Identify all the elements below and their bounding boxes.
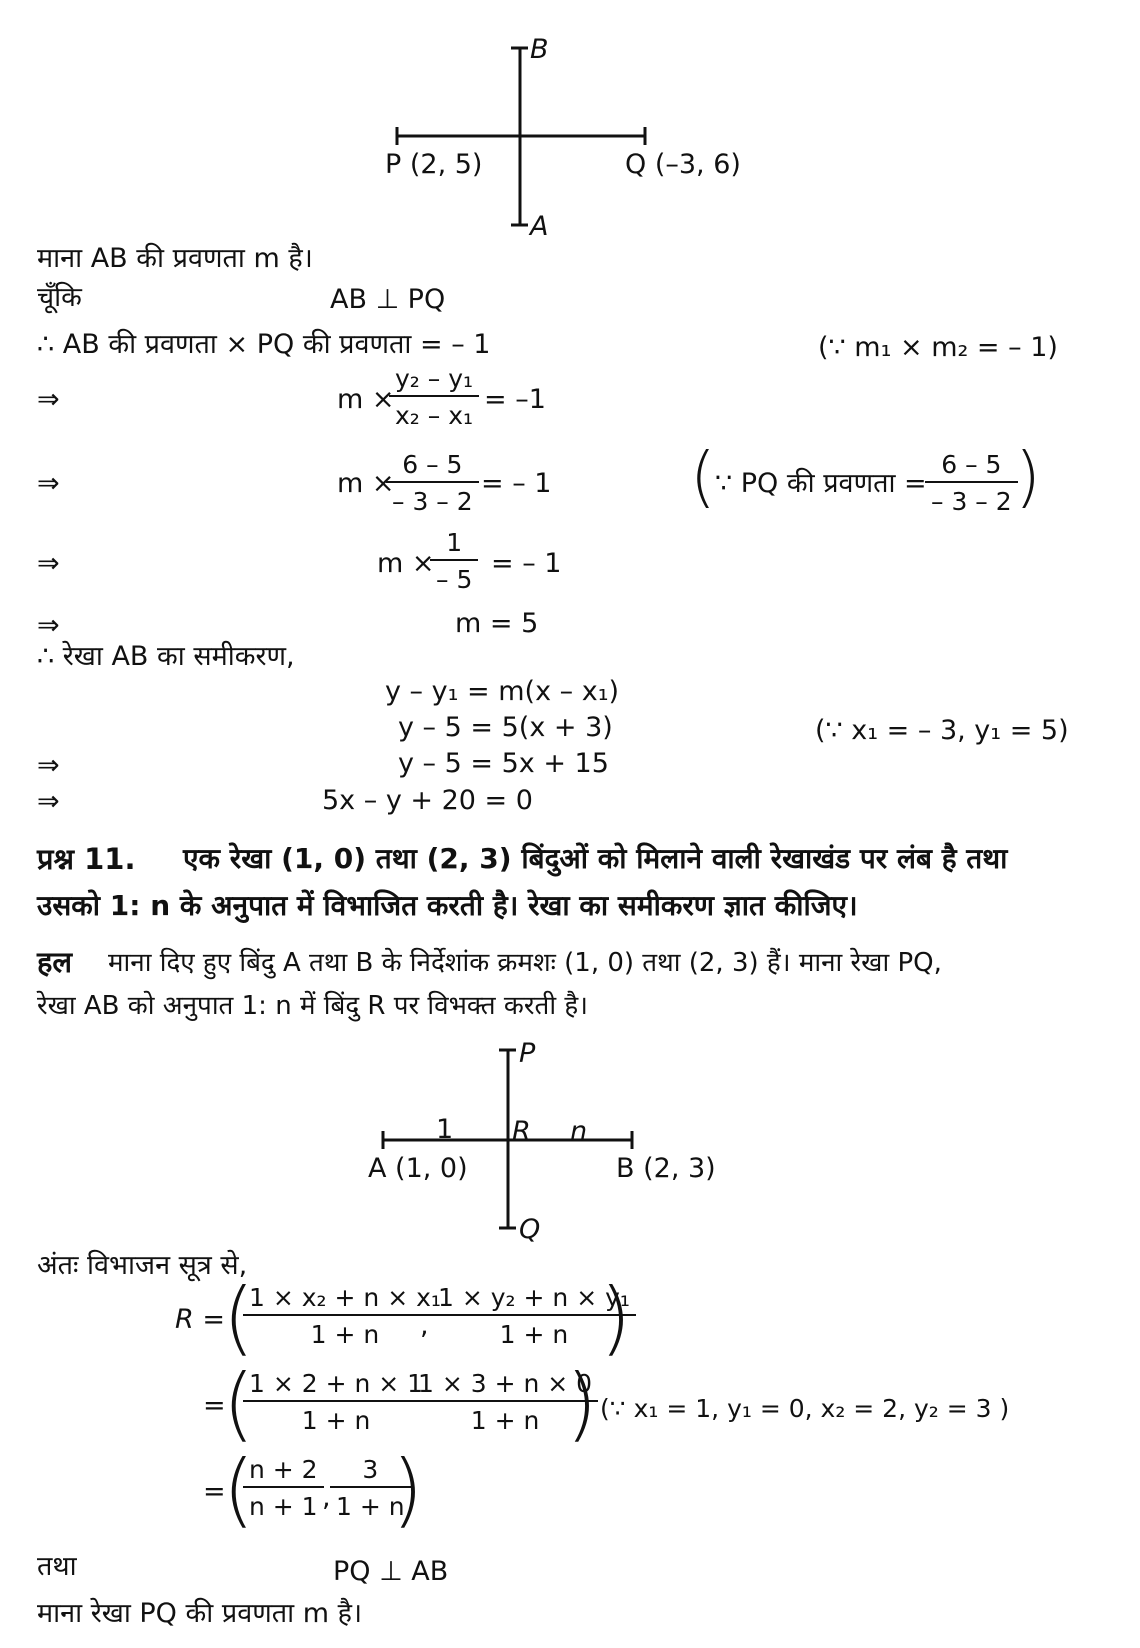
sol1-note2-left: ∵ PQ की प्रवणता = — [715, 468, 927, 499]
fraction-numerator: 1 — [430, 530, 478, 561]
fraction-numerator: 6 – 5 — [925, 452, 1018, 483]
sol1-since-expr: AB ⊥ PQ — [330, 284, 446, 315]
sol1-step1-right: = –1 — [484, 384, 546, 415]
fraction-denominator: 1 + n — [301, 1406, 371, 1435]
fraction-numerator: n + 2 — [243, 1457, 324, 1488]
sol2-r-left: R = — [175, 1304, 225, 1335]
figure2-label-p: P — [519, 1038, 536, 1069]
fraction-numerator: 1 × y₂ + n × y₁ — [432, 1285, 636, 1316]
figure2-label-b: B (2, 3) — [616, 1153, 716, 1184]
fraction-numerator: 3 — [330, 1457, 411, 1488]
question11-label: प्रश्न 11. — [37, 842, 136, 876]
question11-text-line1: एक रेखा (1, 0) तथा (2, 3) बिंदुओं को मिलाने वाली रेखाखंड पर लंब है तथा — [183, 842, 1008, 875]
arrow-2: ⇒ — [37, 468, 60, 499]
fraction-denominator: x₂ – x₁ — [395, 401, 474, 430]
s2-close-paren: ) — [566, 1357, 598, 1450]
sol2-also-label: तथा — [37, 1551, 77, 1582]
arrow-4: ⇒ — [37, 610, 60, 641]
sol2-s3-fraction-1 — [243, 1457, 324, 1519]
fraction-numerator: 1 × 3 + n × 0 — [412, 1371, 598, 1402]
fraction-denominator: 1 + n — [336, 1492, 405, 1521]
figure1-label-p: P (2, 5) — [385, 149, 483, 180]
sol2-line1: माना दिए हुए बिंदु A तथा B के निर्देशांक क्रमशः (1, 0) तथा (2, 3) हैं। माना रेखा PQ, — [108, 948, 942, 978]
s2-open-paren: ( — [223, 1357, 255, 1450]
sol1-step2-right: = – 1 — [481, 468, 552, 499]
sol2-also-expr: PQ ⊥ AB — [333, 1556, 449, 1587]
figure1-label-q: Q (–3, 6) — [625, 149, 741, 180]
fraction-denominator: 1 + n — [499, 1320, 569, 1349]
sol1-therefore-line: ∴ AB की प्रवणता × PQ की प्रवणता = – 1 — [37, 329, 491, 360]
fraction-denominator: n + 1 — [249, 1492, 318, 1521]
question11-text-line2: उसको 1: n के अनुपात में विभाजित करती है। रेखा का समीकरण ज्ञात कीजिए। — [37, 889, 858, 922]
comma: , — [322, 1482, 331, 1513]
figure2-label-n: n — [570, 1116, 588, 1147]
sol2-s2-fraction-1 — [243, 1371, 429, 1433]
figure2-label-r: R — [512, 1116, 531, 1147]
fraction-denominator: – 3 – 2 — [931, 487, 1012, 516]
sol2-last-line: माना रेखा PQ की प्रवणता m है। — [37, 1598, 363, 1629]
fraction-numerator: 6 – 5 — [386, 452, 479, 483]
sol2-eq-sign-1: = — [203, 1390, 226, 1421]
arrow-5: ⇒ — [37, 750, 60, 781]
sol1-note3: (∵ x₁ = – 3, y₁ = 5) — [815, 715, 1069, 746]
sol2-eq-sign-2: = — [203, 1476, 226, 1507]
fraction-numerator: y₂ – y₁ — [389, 366, 479, 397]
figure2-label-a: A (1, 0) — [368, 1153, 468, 1184]
sol2-r-fraction-1 — [243, 1285, 447, 1347]
sol1-note1: (∵ m₁ × m₂ = – 1) — [818, 332, 1058, 363]
sol1-eq-label: ∴ रेखा AB का समीकरण, — [37, 641, 295, 672]
sol1-since-label: चूँकि — [37, 282, 82, 313]
sol1-eq2: y – 5 = 5(x + 3) — [398, 712, 613, 743]
figure1-label-b: B — [530, 34, 549, 65]
r-close-paren: ) — [600, 1271, 632, 1364]
fraction-denominator: – 5 — [436, 565, 473, 594]
fraction-denominator: 1 + n — [470, 1406, 540, 1435]
sol1-step4: m = 5 — [455, 608, 539, 639]
r-open-paren: ( — [223, 1271, 255, 1364]
sol2-label: हल — [37, 945, 73, 979]
sol1-line1: माना AB की प्रवणता m है। — [37, 243, 313, 274]
s3-close-paren: ) — [392, 1443, 424, 1536]
sol1-step3-right: = – 1 — [491, 548, 562, 579]
sol2-note: (∵ x₁ = 1, y₁ = 0, x₂ = 2, y₂ = 3 ) — [600, 1394, 1010, 1423]
sol1-eq4: 5x – y + 20 = 0 — [322, 785, 533, 816]
figure2-label-1: 1 — [436, 1114, 454, 1145]
sol1-step1-left: m × — [337, 384, 395, 415]
note2-close-paren: ) — [1015, 438, 1041, 515]
arrow-3: ⇒ — [37, 548, 60, 579]
fraction-numerator: 1 × x₂ + n × x₁ — [243, 1285, 447, 1316]
sol1-eq3: y – 5 = 5x + 15 — [398, 748, 609, 779]
note2-open-paren: ( — [690, 438, 716, 515]
fraction-denominator: 1 + n — [310, 1320, 380, 1349]
comma: , — [420, 1310, 429, 1341]
fraction-numerator: 1 × 2 + n × 1 — [243, 1371, 429, 1402]
sol1-step3-left: m × — [377, 548, 435, 579]
sol1-step2-left: m × — [337, 468, 395, 499]
figure1-label-a: A — [530, 211, 549, 242]
fraction-denominator: – 3 – 2 — [392, 487, 473, 516]
sol2-division-label: अंतः विभाजन सूत्र से, — [37, 1250, 248, 1281]
sol1-eq1: y – y₁ = m(x – x₁) — [385, 676, 620, 707]
figure2-label-q: Q — [519, 1214, 541, 1245]
sol2-line2: रेखा AB को अनुपात 1: n में बिंदु R पर विभक्त करती है। — [37, 991, 588, 1021]
s3-open-paren: ( — [223, 1443, 255, 1536]
arrow-6: ⇒ — [37, 786, 60, 817]
arrow-1: ⇒ — [37, 384, 60, 415]
